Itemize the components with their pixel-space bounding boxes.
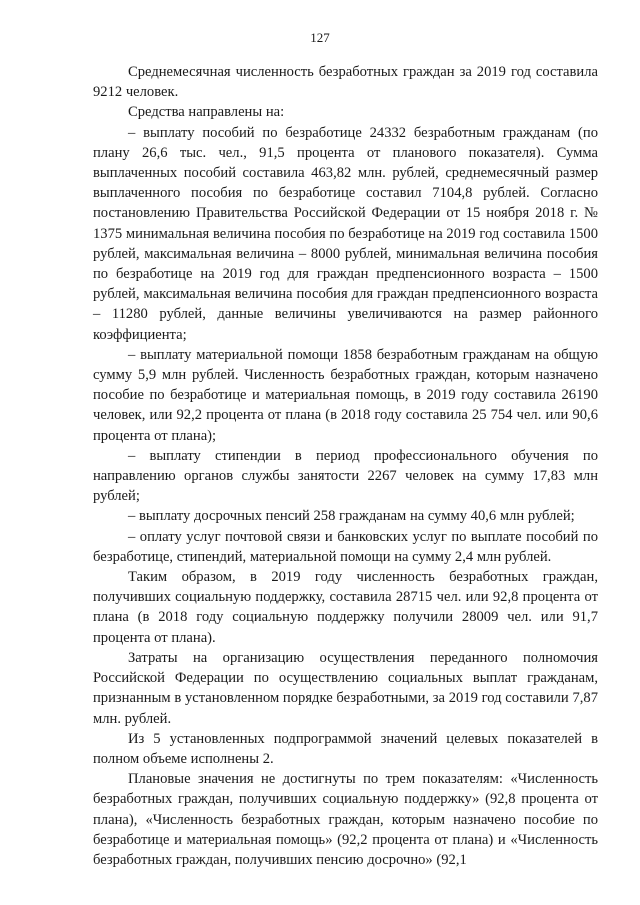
paragraph-administration-costs: Затраты на организацию осуществления переданного полномочия Российской Федерации по осуществлению социальных выплат гражданам, признанным в установленном порядке безработными, за 2019 год составили 7,87 млн. рублей. bbox=[93, 649, 598, 727]
document-body bbox=[93, 62, 598, 870]
paragraph-postal-banking: – оплату услуг почтовой связи и банковских услуг по выплате пособий по безработице, стипендий, материальной помощи на сумму 2,4 млн рублей. bbox=[93, 528, 598, 565]
paragraph-stipend: – выплату стипендии в период профессионального обучения по направлению органов службы занятости 2267 человек на сумму 17,83 млн рублей; bbox=[93, 447, 598, 505]
paragraph-average-unemployed: Среднемесячная численность безработных граждан за 2019 год составила 9212 человек. bbox=[93, 64, 598, 101]
paragraph-social-support-total: Таким образом, в 2019 году численность безработных граждан, получивших социальную поддержку, составила 28715 чел. или 92,8 процента от плана (в 2018 году социальную поддержку получили 28009 чел. или 91,7 процента от плана). bbox=[93, 569, 598, 646]
paragraph-funds-directed: Средства направлены на: bbox=[128, 104, 285, 121]
paragraph-material-assistance: – выплату материальной помощи 1858 безработным гражданам на общую сумму 5,9 млн рублей. Численность безработных граждан, которым назначено пособие по безработице и материальная помощь, в 2019 году составила 26190 человек, или 92,2 процента от плана (в 2018 году составила 25 754 чел. или 90,6 процента от плана); bbox=[93, 346, 598, 444]
paragraph-target-indicators: Из 5 установленных подпрограммой значений целевых показателей в полном объеме исполнены 2. bbox=[93, 730, 598, 767]
paragraph-unemployment-benefits: – выплату пособий по безработице 24332 безработным гражданам (по плану 26,6 тыс. чел., 91,5 процента от планового показателя). Сумма выплаченных пособий составила 463,82 млн. рублей, среднемесячный размер выплаченного пособия по безработице составил 7104,8 рублей. Согласно постановлению Правительства Российской Федерации от 15 ноября 2018 г. № 1375 минимальная величина пособия по безработице на 2019 год составила 1500 рублей, максимальная величина – 8000 рублей, минимальная величина пособия по безработице на 2019 год для граждан предпенсионного возраста – 1500 рублей, максимальная величина пособия для граждан предпенсионного возраста – 11280 рублей, данные величины увеличиваются на размер районного коэффициента; bbox=[93, 124, 598, 343]
page-number: 127 bbox=[310, 30, 330, 45]
paragraph-unmet-indicators: Плановые значения не достигнуты по трем показателям: «Численность безработных граждан, получивших социальную поддержку» (92,8 процента от плана), «Численность безработных граждан, которым назначено пособие по безработице и материальная помощь» (92,2 процента от плана) и «Численность безработных граждан, получивших пенсию досрочно» (92,1 bbox=[93, 771, 598, 868]
paragraph-early-pensions: – выплату досрочных пенсий 258 гражданам на сумму 40,6 млн рублей; bbox=[128, 508, 575, 525]
